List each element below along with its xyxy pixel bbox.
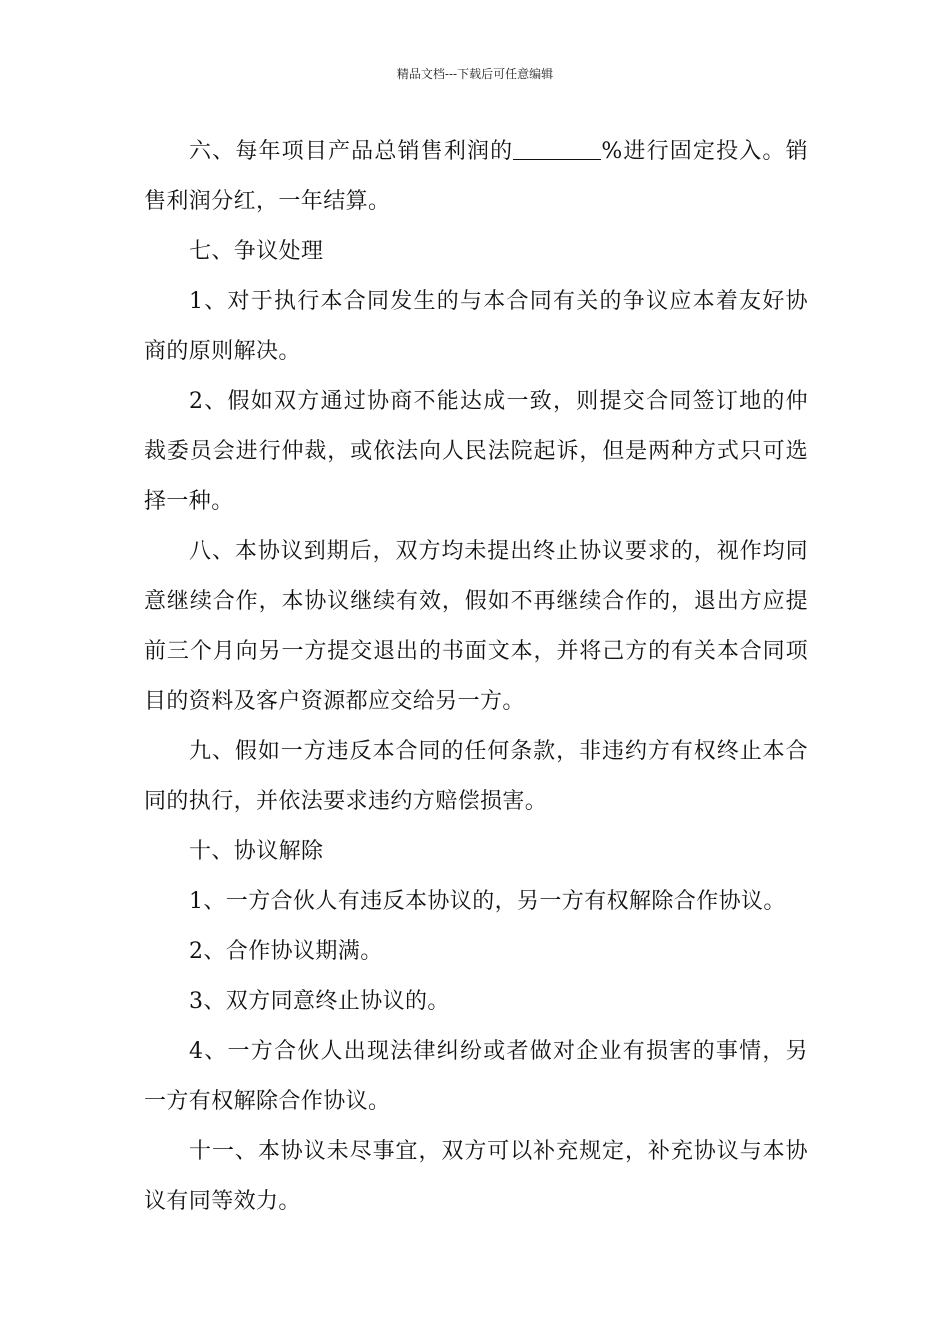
clause-6-text-before: 六、每年项目产品总销售利润的: [189, 139, 514, 164]
clause-8: 八、本协议到期后，双方均未提出终止协议要求的，视作均同意继续合作，本协议继续有效，假如不再继续合作的，退出方应提前三个月向另一方提交退出的书面文本，并将己方的有关本合同项目的资料及客户资源都应交给另一方。: [144, 539, 808, 714]
percentage-blank-line: [513, 139, 601, 160]
section-10-heading: 十、协议解除: [189, 839, 324, 864]
clause-6-text-after: %进行固定投入。销售利润分红，一年结算。: [144, 139, 808, 214]
section-7-heading: 七、争议处理: [189, 239, 324, 264]
document-body: [144, 127, 808, 1227]
clause-11: 十一、本协议未尽事宜，双方可以补充规定，补充协议与本协议有同等效力。: [144, 1139, 808, 1214]
clause-10-4: 4、一方合伙人出现法律纠纷或者做对企业有损害的事情，另一方有权解除合作协议。: [144, 1039, 808, 1114]
clause-7-1: 1、对于执行本合同发生的与本合同有关的争议应本着友好协商的原则解决。: [144, 289, 808, 364]
clause-10-2: 2、合作协议期满。: [189, 939, 383, 964]
page-header: 精品文档---下载后可任意编辑: [396, 67, 554, 81]
clause-9: 九、假如一方违反本合同的任何条款，非违约方有权终止本合同的执行，并依法要求违约方赔偿损害。: [144, 739, 808, 814]
clause-7-2: 2、假如双方通过协商不能达成一致，则提交合同签订地的仲裁委员会进行仲裁，或依法向人民法院起诉，但是两种方式只可选择一种。: [144, 389, 808, 514]
clause-10-1: 1、一方合伙人有违反本协议的，另一方有权解除合作协议。: [189, 889, 786, 914]
clause-10-3: 3、双方同意终止协议的。: [189, 989, 450, 1014]
clause-6-profit-investment: [144, 127, 808, 227]
